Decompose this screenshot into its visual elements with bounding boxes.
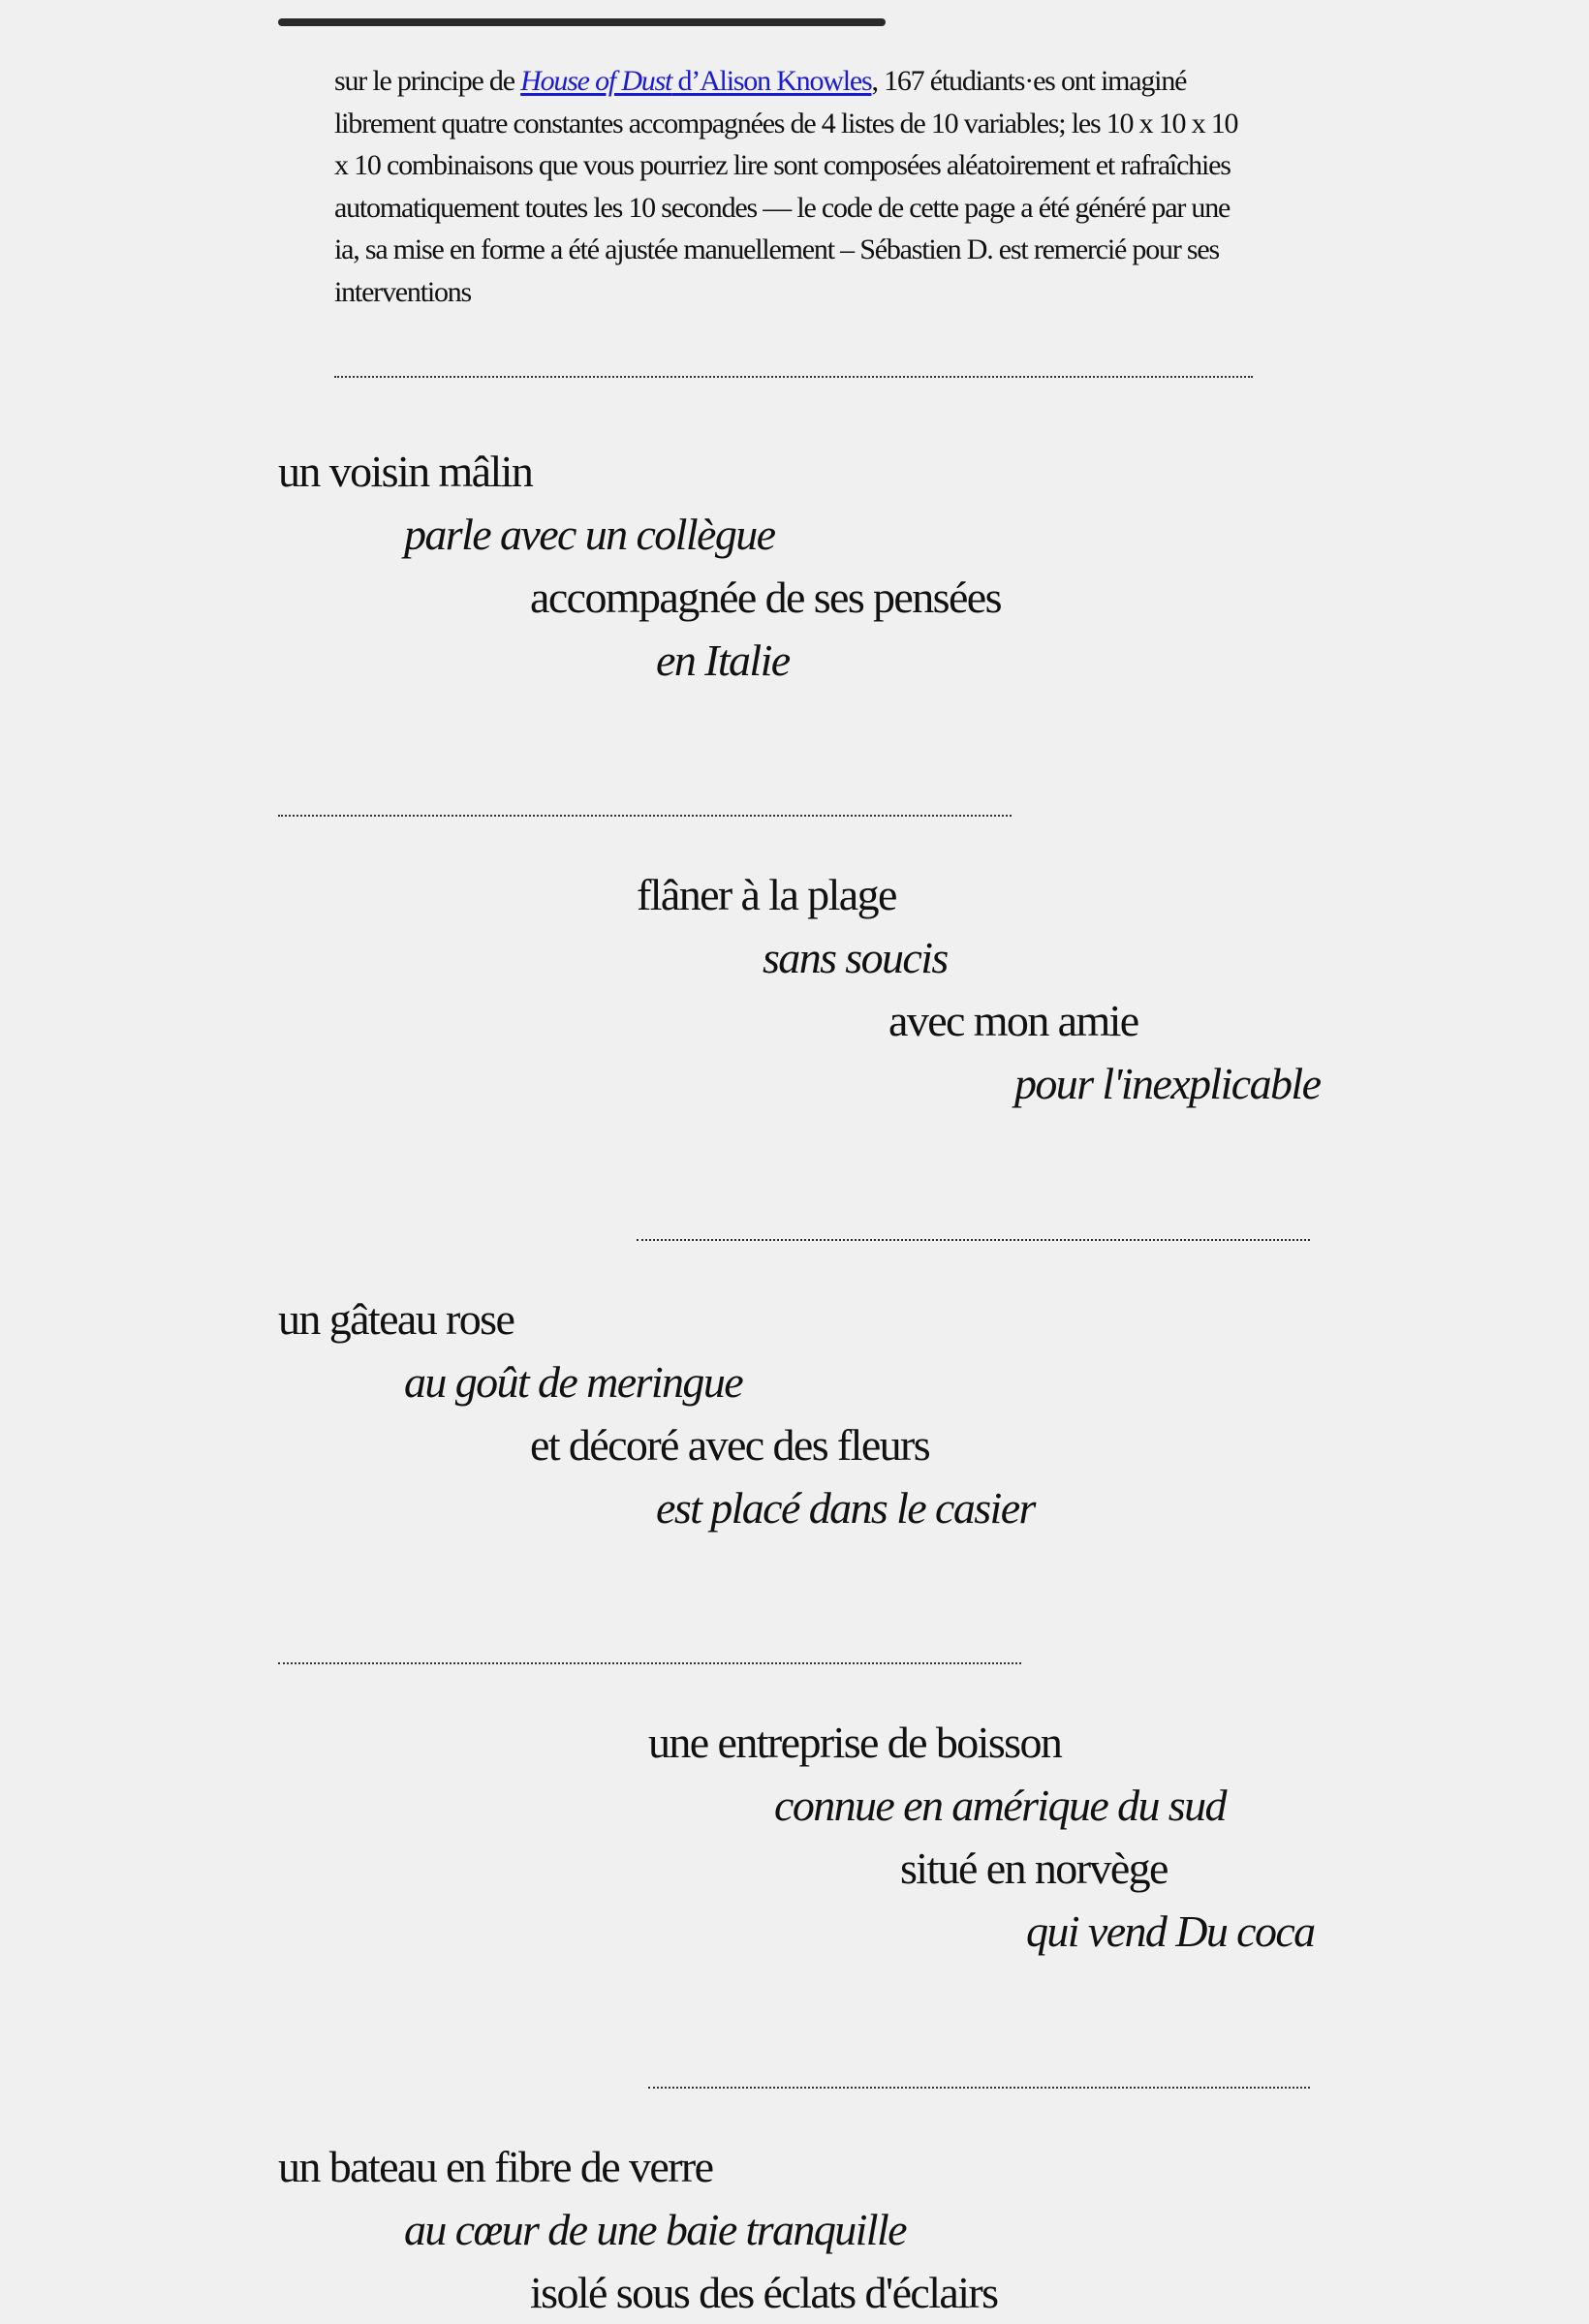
stanza-line: parle avec un collègue [404, 510, 775, 559]
stanza-line: une entreprise de boisson [648, 1718, 1062, 1767]
divider [278, 1662, 1021, 1664]
stanza-line: est placé dans le casier [656, 1483, 1035, 1533]
stanza-line: en Italie [656, 635, 790, 685]
stanza-line: un bateau en fibre de verre [278, 2142, 713, 2191]
divider [278, 815, 1012, 817]
link-author: d’Alison Knowles [671, 65, 872, 97]
stanza-line: pour l'inexplicable [1014, 1059, 1321, 1108]
stanza-line: situé en norvège [900, 1844, 1168, 1893]
intro-after: , 167 étudiants·es ont imaginé librement quatre constantes accompagnées de 4 listes de 10 variables; les 10 x 10 x 10 x 10 combinaisons que vous pourriez lire sont composées aléatoirement et rafraîchies automatiquement toutes les 10 secondes — le code de cette page a été généré par une ia, sa mise en forme a été ajustée manuellement – Sébastien D. est remercié pour ses interventions [334, 65, 1238, 308]
house-of-dust-link[interactable] [520, 65, 871, 97]
stanza-line: avec mon amie [888, 996, 1138, 1045]
stanza-line: au goût de meringue [404, 1357, 743, 1407]
stanza-line: un gâteau rose [278, 1294, 514, 1344]
stanza-line: un voisin mâlin [278, 447, 533, 496]
stanza-line: connue en amérique du sud [774, 1781, 1226, 1830]
intro-text [334, 60, 1245, 313]
divider [648, 2087, 1310, 2089]
stanza-line: et décoré avec des fleurs [530, 1420, 930, 1470]
stanza-line: isolé sous des éclats d'éclairs [530, 2268, 998, 2317]
stanza-line: flâner à la plage [637, 870, 896, 919]
divider [334, 376, 1253, 378]
link-title: House of Dust [520, 65, 672, 97]
stanza-line: au cœur de une baie tranquille [404, 2205, 906, 2254]
stanza-line: sans soucis [763, 933, 948, 982]
progress-bar [278, 18, 886, 26]
intro-before: sur le principe de [334, 65, 521, 97]
stanza-line: accompagnée de ses pensées [530, 573, 1001, 622]
stanza-line: qui vend Du coca [1026, 1906, 1315, 1956]
divider [637, 1239, 1310, 1241]
